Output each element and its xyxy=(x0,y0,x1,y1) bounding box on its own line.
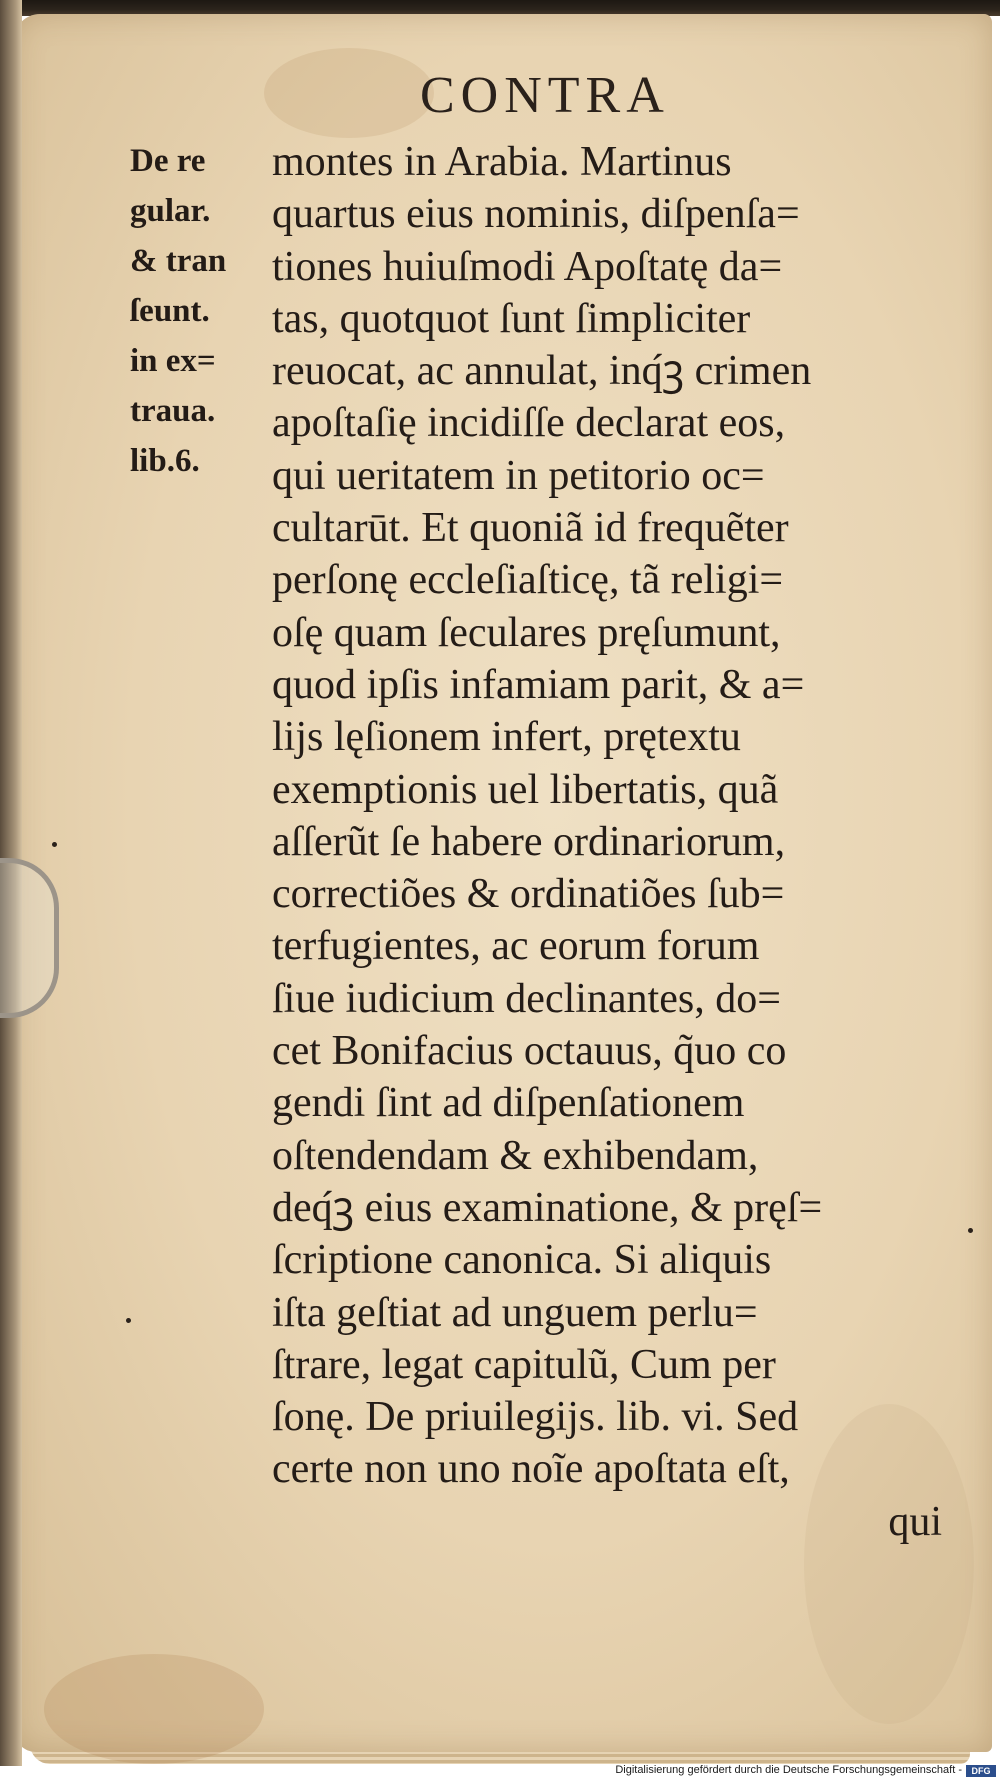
marginal-note xyxy=(130,136,260,486)
page-clip xyxy=(0,858,59,1018)
text-line: ſiue iudicium declinantes, do= xyxy=(272,975,781,1022)
body-text xyxy=(272,136,952,1548)
marginal-note-line: gular. xyxy=(130,193,211,229)
text-line: qui ueritatem in petitorio oc= xyxy=(272,452,765,499)
text-line: tas, quotquot ſunt ſimpliciter xyxy=(272,295,751,342)
text-line: cultarūt. Et quoniã id frequẽter xyxy=(272,505,789,552)
dfg-logo: DFG xyxy=(966,1765,996,1777)
text-line: correctiões & ordinatiões ſub= xyxy=(272,871,785,918)
text-line: ſcriptione canonica. Si aliquis xyxy=(272,1237,772,1284)
text-line: ſonę. De priuilegijs. lib. vi. Sed xyxy=(272,1394,799,1441)
text-line: quod ipſis infamiam parit, & a= xyxy=(272,661,805,708)
running-head: CONTRA xyxy=(420,67,670,124)
text-line: gendi ſint ad diſpenſationem xyxy=(272,1080,745,1127)
text-line: apoſtaſię incidiſſe declarat eos, xyxy=(272,400,786,447)
text-line: deq́ꝫ eius examinatione, & pręſ= xyxy=(272,1184,823,1231)
text-line: iſta geſtiat ad unguem perlu= xyxy=(272,1289,758,1336)
text-line: reuocat, ac annulat, inq́ꝫ crimen xyxy=(272,348,812,395)
catchword: qui xyxy=(888,1498,942,1545)
text-line: certe non uno noĩe apoſtata eſt, xyxy=(272,1446,790,1493)
text-line: oſę quam ſeculares pręſumunt, xyxy=(272,609,781,656)
ink-speck xyxy=(52,842,57,847)
paper-stain xyxy=(264,48,434,138)
marginal-note-line: lib.6. xyxy=(130,443,200,479)
text-line: quartus eius nominis, diſpenſa= xyxy=(272,191,800,238)
text-line: tiones huiuſmodi Apoſtatę da= xyxy=(272,243,783,290)
footer-credit: Digitalisierung gefördert durch die Deutsche Forschungsgemeinschaft - xyxy=(615,1764,962,1776)
text-line: perſonę eccleſiaſticę, tã religi= xyxy=(272,557,784,604)
marginal-note-line: & tran xyxy=(130,243,227,279)
text-line: exemptionis uel libertatis, quã xyxy=(272,766,779,813)
marginal-note-line: in ex= xyxy=(130,343,216,379)
text-line: terfugientes, ac eorum forum xyxy=(272,923,760,970)
text-line: lijs lęſionem infert, prętextu xyxy=(272,714,741,761)
text-line: cet Bonifacius octauus, q̃uo co xyxy=(272,1028,787,1075)
ink-speck xyxy=(126,1318,131,1323)
marginal-note-line: traua. xyxy=(130,393,216,429)
marginal-note-line: ſeunt. xyxy=(130,293,210,329)
text-line: oſtendendam & exhibendam, xyxy=(272,1132,759,1179)
paper-stain xyxy=(44,1654,264,1764)
text-line: ſtrare, legat capitulũ, Cum per xyxy=(272,1341,776,1388)
marginal-note-line: De re xyxy=(130,143,206,179)
ink-speck xyxy=(968,1228,973,1233)
text-line: montes in Arabia. Martinus xyxy=(272,139,732,185)
text-line: aſſerũt ſe habere ordinariorum, xyxy=(272,818,786,865)
